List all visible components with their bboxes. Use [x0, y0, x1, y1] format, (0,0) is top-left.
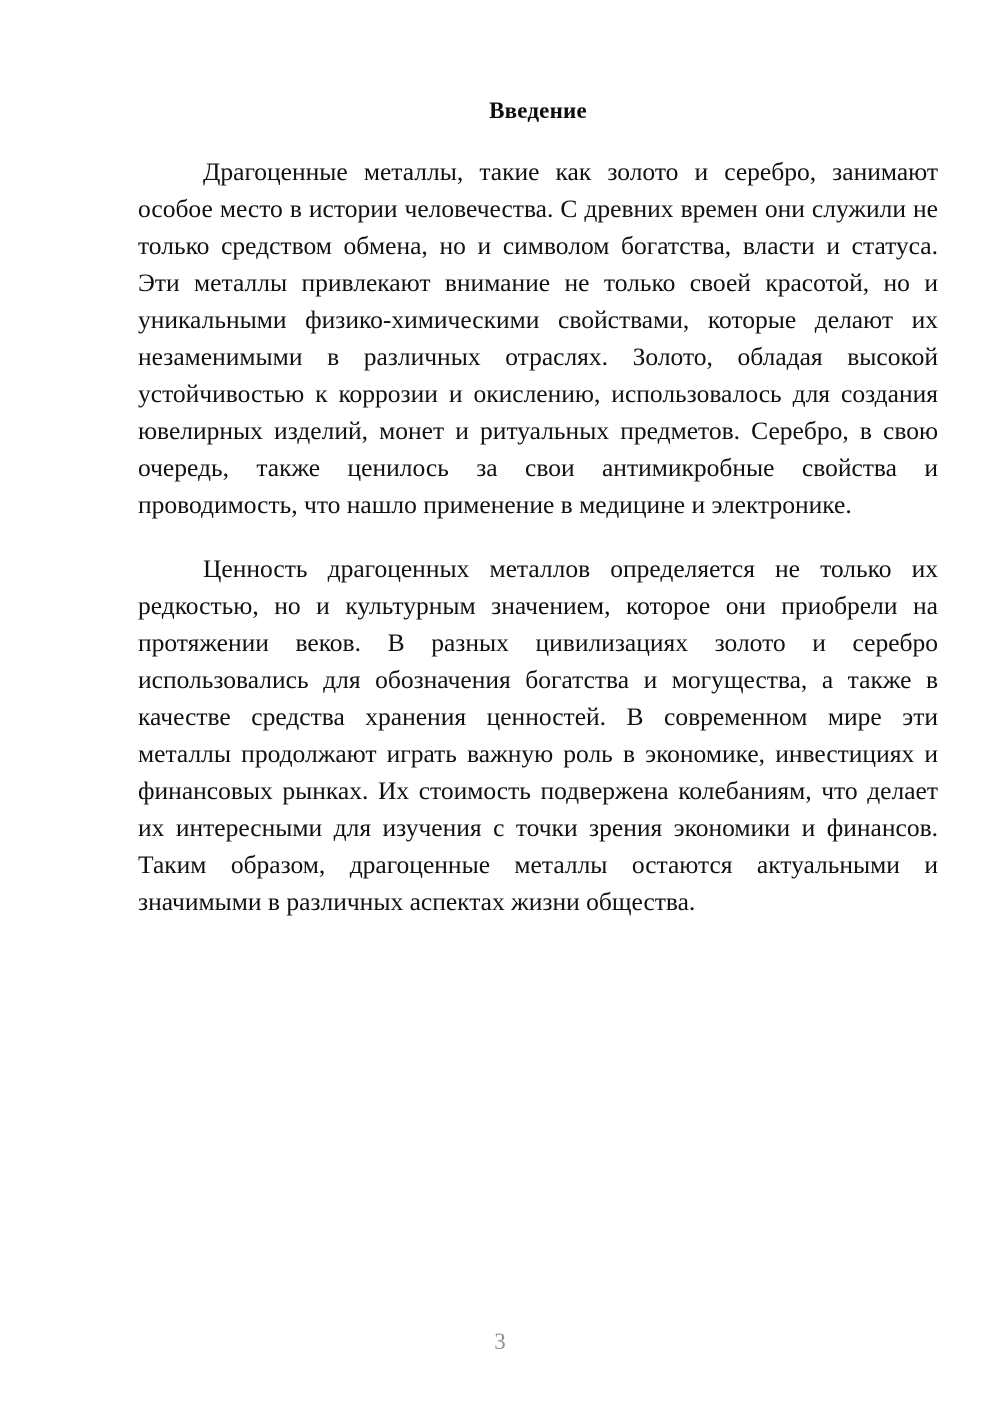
- paragraph-1: Драгоценные металлы, такие как золото и серебро, занимают особое место в истории человечества. С древних времен они служили не только средством обмена, но и символом богатства, власти и статуса. Эти металлы привлекают внимание не только своей красотой, но и уникальными физико-химическими свойствами, которые делают их незаменимыми в различных отраслях. Золото, обладая высокой устойчивостью к коррозии и окислению, использовалось для создания ювелирных изделий, монет и ритуальных предметов. Серебро, в свою очередь, также ценилось за свои антимикробные свойства и проводимость, что нашло применение в медицине и электронике.: [138, 157, 938, 519]
- page-title: Введение: [489, 98, 587, 123]
- page-number: 3: [494, 1329, 506, 1354]
- paragraph-2: Ценность драгоценных металлов определяется не только их редкостью, но и культурным значением, которое они приобрели на протяжении веков. В разных цивилизациях золото и серебро использовались для обозначения богатства и могущества, а также в качестве средства хранения ценностей. В современном мире эти металлы продолжают играть важную роль в экономике, инвестициях и финансовых рынках. Их стоимость подвержена колебаниям, что делает их интересными для изучения с точки зрения экономики и финансов. Таким образом, драгоценные металлы остаются актуальными и значимыми в различных аспектах жизни общества.: [138, 554, 938, 916]
- document-body: [138, 0, 938, 920]
